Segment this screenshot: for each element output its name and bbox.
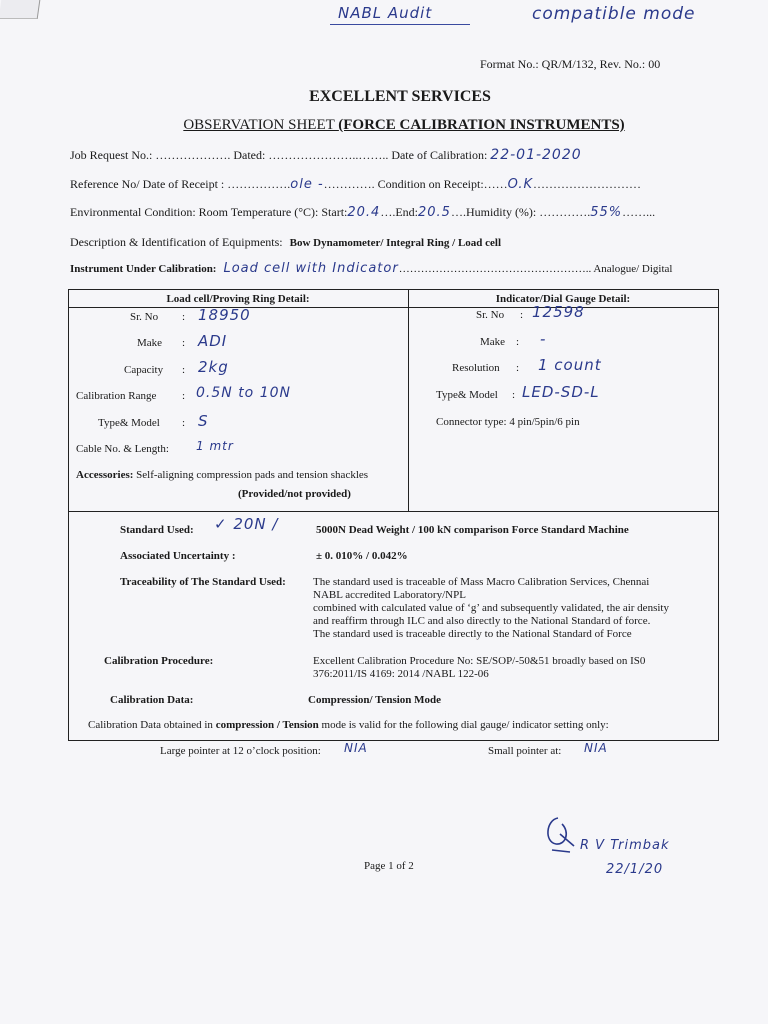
standard-used-hw-value: 20N [233, 515, 267, 533]
obtained-bold: compression / Tension [215, 719, 319, 731]
lc-colon: : [182, 337, 186, 349]
procedure-label: Calibration Procedure: [104, 655, 214, 667]
lc-cable-label: Cable No. & Length: [76, 443, 169, 455]
lc-accessories-value: Self-aligning compression pads and tension shackles [136, 469, 369, 481]
page-number: Page 1 of 2 [364, 860, 414, 872]
condition-dots: ……………………… [533, 177, 642, 191]
lc-type-label: Type& Model [98, 417, 160, 429]
lc-make-label: Make [137, 337, 163, 349]
reference-row [70, 177, 641, 192]
ind-make-dash: - [540, 330, 547, 348]
instrument-row [70, 261, 672, 276]
calibration-data-obtained [88, 719, 609, 731]
calibration-data-value: Compression/ Tension Mode [308, 694, 442, 706]
signature-mark [540, 812, 580, 856]
company-name: EXCELLENT SERVICES [309, 88, 491, 105]
ind-colon: : [516, 336, 520, 348]
date-of-calibration-value: 22-01-2020 [490, 147, 582, 163]
annotation-underline [330, 24, 470, 25]
ind-type-value: LED-SD-L [522, 383, 600, 401]
table-header-divider [68, 307, 718, 308]
lc-accessories-label: Accessories: [76, 469, 134, 481]
lc-accessories-row [76, 469, 368, 481]
lc-colon: : [182, 311, 186, 323]
sheet-title-prefix: OBSERVATION SHEET [183, 117, 339, 133]
lc-capacity-value: 2kg [198, 358, 229, 376]
lc-sr-no-label: Sr. No [130, 311, 159, 323]
lc-capacity-label: Capacity [124, 364, 164, 376]
ind-colon: : [520, 309, 524, 321]
obtained-suffix: mode is valid for the following dial gauge/ indicator setting only: [318, 719, 609, 731]
standard-used-value: 5000N Dead Weight / 100 kN comparison Force Standard Machine [316, 524, 629, 536]
annotation-top-right: compatible mode [532, 4, 696, 24]
annotation-top-left: NABL Audit [338, 4, 433, 22]
large-pointer-value: NIA [344, 741, 368, 755]
reference-label: Reference No/ Date of Receipt : ……………. [70, 177, 291, 191]
table-column-divider [408, 289, 409, 511]
instrument-value: Load cell with Indicator [223, 261, 399, 276]
traceability-line-2: NABL accredited Laboratory/NPL [313, 589, 466, 601]
condition-value: O.K [507, 177, 534, 192]
ind-type-label: Type& Model [436, 389, 498, 401]
procedure-line-1: Excellent Calibration Procedure No: SE/SOP/-50&51 broadly based on IS0 [313, 655, 646, 667]
traceability-line-1: The standard used is traceable of Mass Macro Calibration Services, Chennai [313, 576, 650, 588]
traceability-line-4: and reaffirm through ILC and also directly to the National Standard of force. [313, 615, 651, 627]
environment-label: Environmental Condition: Room Temperature (°C): Start: [70, 205, 348, 219]
temp-end-value: 20.5 [417, 205, 451, 220]
lc-provided: (Provided/not provided) [238, 488, 351, 500]
description-label: Description & Identification of Equipments: [70, 235, 283, 249]
instrument-dots: …………………………………………….. Analogue/ Digital [398, 263, 673, 275]
traceability-line-5: The standard used is traceable directly to the National Standard of Force [313, 628, 632, 640]
folded-corner [0, 0, 40, 19]
reference-value: ole - [290, 177, 324, 192]
humidity-dots: ……... [622, 205, 656, 219]
ind-make-label: Make [480, 336, 506, 348]
small-pointer-value: NIA [584, 741, 608, 755]
ind-resolution-label: Resolution [452, 362, 500, 374]
procedure-line-2: 376:2011/IS 4169: 2014 /NABL 122-06 [313, 668, 489, 680]
lc-colon: : [182, 417, 186, 429]
lc-type-value: S [198, 412, 209, 430]
uncertainty-label: Associated Uncertainty : [120, 550, 236, 562]
load-cell-heading: Load cell/Proving Ring Detail: [166, 293, 310, 305]
large-pointer-label: Large pointer at 12 o’clock position: [160, 745, 321, 757]
instrument-label: Instrument Under Calibration: [70, 263, 217, 275]
humidity-label: ….Humidity (%): …………. [450, 205, 591, 219]
condition-label: …………. Condition on Receipt:…… [323, 177, 508, 191]
traceability-label: Traceability of The Standard Used: [120, 576, 286, 588]
signature-date: 22/1/20 [606, 862, 664, 877]
lc-range-label: Calibration Range [76, 390, 157, 402]
description-value: Bow Dynamometer/ Integral Ring / Load cell [289, 237, 502, 249]
indicator-heading: Indicator/Dial Gauge Detail: [495, 293, 631, 305]
standard-used-label: Standard Used: [120, 524, 194, 536]
ind-connector: Connector type: 4 pin/5pin/6 pin [436, 416, 580, 428]
calibration-data-label: Calibration Data: [110, 694, 194, 706]
sheet-title [0, 117, 768, 134]
job-request-row [70, 147, 582, 163]
temp-end-label: ….End: [380, 205, 418, 219]
ind-resolution-value: 1 count [538, 356, 602, 374]
humidity-value: 55% [590, 205, 623, 220]
uncertainty-value: ± 0. 010% / 0.042% [316, 550, 408, 562]
description-row [70, 235, 501, 250]
lc-colon: : [182, 390, 186, 402]
ind-colon: : [516, 362, 520, 374]
lc-sr-no-value: 18950 [198, 306, 251, 324]
lc-colon: : [182, 364, 186, 376]
standard-used-handwritten: ✓ 20N / [214, 515, 279, 533]
sheet-title-bold: (FORCE CALIBRATION INSTRUMENTS) [338, 117, 625, 133]
format-number: Format No.: QR/M/132, Rev. No.: 00 [480, 57, 661, 71]
lc-range-value: 0.5N to 10N [196, 385, 291, 401]
small-pointer-label: Small pointer at: [488, 745, 562, 757]
temp-start-value: 20.4 [347, 205, 381, 220]
traceability-line-3: combined with calculated value of ‘g’ and subsequently validated, the air density [313, 602, 669, 614]
lc-make-value: ADI [198, 332, 228, 350]
job-request-label: Job Request No.: ………………. Dated: …………………..…….. Date of Calibration: [70, 148, 491, 162]
ind-sr-no-label: Sr. No [476, 309, 505, 321]
signature-name: R V Trimbak [580, 838, 670, 853]
lc-cable-value: 1 mtr [196, 439, 234, 453]
environment-row [70, 205, 655, 220]
ind-sr-no-value: 12598 [532, 303, 585, 321]
ind-colon: : [512, 389, 516, 401]
obtained-prefix: Calibration Data obtained in [88, 719, 216, 731]
